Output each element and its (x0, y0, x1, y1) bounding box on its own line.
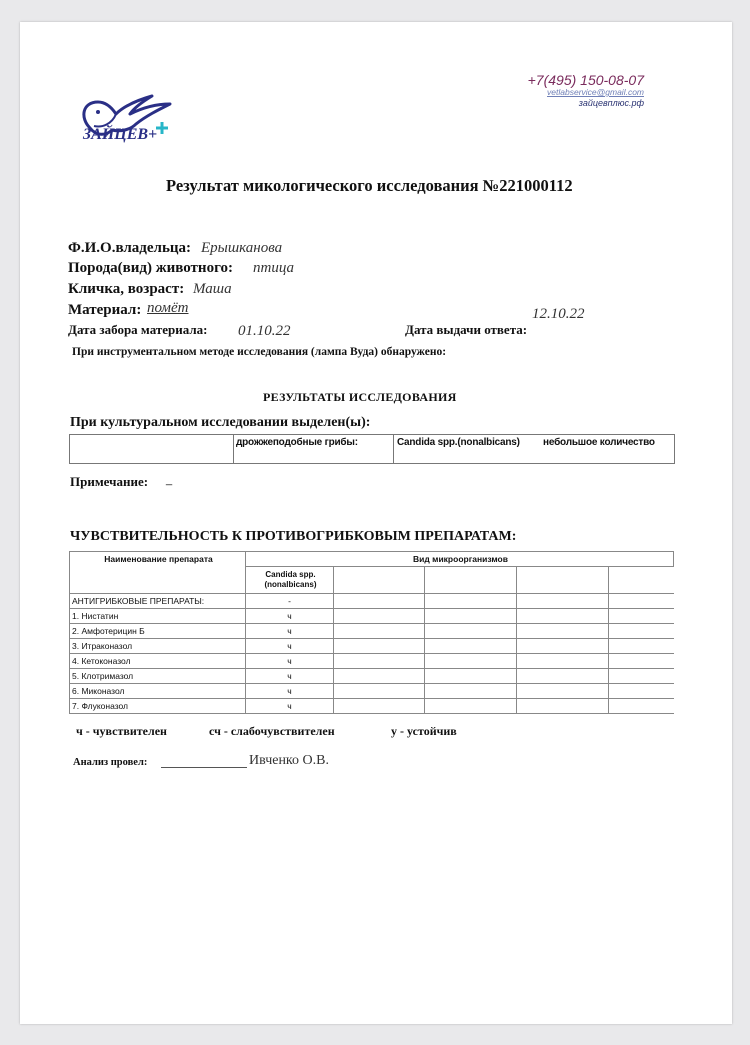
email-link[interactable]: vetlabservice@gmail.com (547, 87, 644, 98)
note-value: _ (166, 474, 173, 486)
table-row (70, 684, 674, 699)
drug-name: 3. Итраконазол (70, 639, 246, 654)
col-drug-header: Наименование препарата (70, 552, 246, 594)
analyst-value: Ивченко О.В. (249, 753, 329, 768)
material-label: Материал: (68, 302, 142, 318)
table-row (70, 609, 674, 624)
issue-date-label: Дата выдачи ответа: (405, 322, 528, 337)
table-row (70, 699, 674, 714)
sensitivity-table (69, 551, 674, 714)
document-title: Результат микологического исследования №221000112 (166, 176, 573, 195)
drug-name: 2. Амфотерицин Б (70, 624, 246, 639)
culture-category: дрожжеподобные грибы: (236, 437, 358, 448)
document-page (20, 22, 732, 1024)
note-label: Примечание: (70, 474, 149, 489)
pet-value: Маша (193, 281, 232, 297)
sample-date-value: 01.10.22 (238, 323, 291, 339)
legend-weak: сч - слабочувствителен (209, 724, 335, 738)
culture-amount: небольшое количество (543, 437, 655, 448)
logo-text: ЗАЙЦЕВ+ (83, 126, 158, 143)
culture-organism: Candida spp.(nonalbicans) (397, 437, 520, 448)
drug-name: 5. Клотримазол (70, 669, 246, 684)
drug-result: ч (246, 654, 334, 669)
owner-label: Ф.И.О.владельца: (68, 240, 192, 256)
drug-result: - (246, 594, 334, 609)
col-species-header: Вид микроорганизмов (246, 552, 674, 567)
empty-cell (425, 567, 517, 594)
breed-label: Порода(вид) животного: (68, 260, 233, 276)
drug-name: 7. Флуконазол (70, 699, 246, 714)
website-text: зайцевплюс.рф (578, 97, 644, 108)
drug-result: ч (246, 639, 334, 654)
breed-value: птица (253, 260, 295, 276)
empty-cell (517, 567, 609, 594)
contacts-block (528, 72, 644, 108)
instrumental-method-text: При инструментальном методе исследования (лампа Вуда) обнаружено: (72, 346, 447, 358)
drug-result: ч (246, 684, 334, 699)
empty-cell (609, 567, 674, 594)
table-row (70, 669, 674, 684)
drug-result: ч (246, 624, 334, 639)
culture-label: При культуральном исследовании выделен(ы): (70, 415, 371, 430)
culture-table-empty-cell (70, 435, 234, 463)
drug-result: ч (246, 609, 334, 624)
drug-name: 6. Миконазол (70, 684, 246, 699)
drug-result: ч (246, 669, 334, 684)
owner-value: Ерышканова (201, 240, 283, 256)
drug-result: ч (246, 699, 334, 714)
legend-resistant: у - устойчив (391, 724, 457, 738)
material-value: помёт (147, 300, 189, 316)
phone-number: +7(495) 150-08-07 (527, 72, 644, 88)
legend-sensitive: ч - чувствителен (76, 724, 167, 738)
sensitivity-heading: ЧУВСТВИТЕЛЬНОСТЬ К ПРОТИВОГРИБКОВЫМ ПРЕПАРАТАМ: (70, 529, 517, 544)
table-row (70, 639, 674, 654)
culture-table (69, 434, 675, 464)
issue-date-value: 12.10.22 (532, 306, 585, 322)
analyst-label: Анализ провел: (73, 757, 148, 768)
drug-name: 1. Нистатин (70, 609, 246, 624)
organism-header: Candida spp.(nonalbicans) (246, 567, 334, 594)
empty-cell (334, 567, 425, 594)
drug-name: АНТИГРИБКОВЫЕ ПРЕПАРАТЫ: (70, 594, 246, 609)
pet-label: Кличка, возраст: (68, 281, 185, 297)
signature-line (161, 767, 247, 768)
sample-date-label: Дата забора материала: (68, 322, 208, 337)
table-row (70, 594, 674, 609)
table-row (70, 654, 674, 669)
drug-name: 4. Кетоконазол (70, 654, 246, 669)
table-row (70, 624, 674, 639)
results-heading: РЕЗУЛЬТАТЫ ИССЛЕДОВАНИЯ (263, 390, 457, 404)
